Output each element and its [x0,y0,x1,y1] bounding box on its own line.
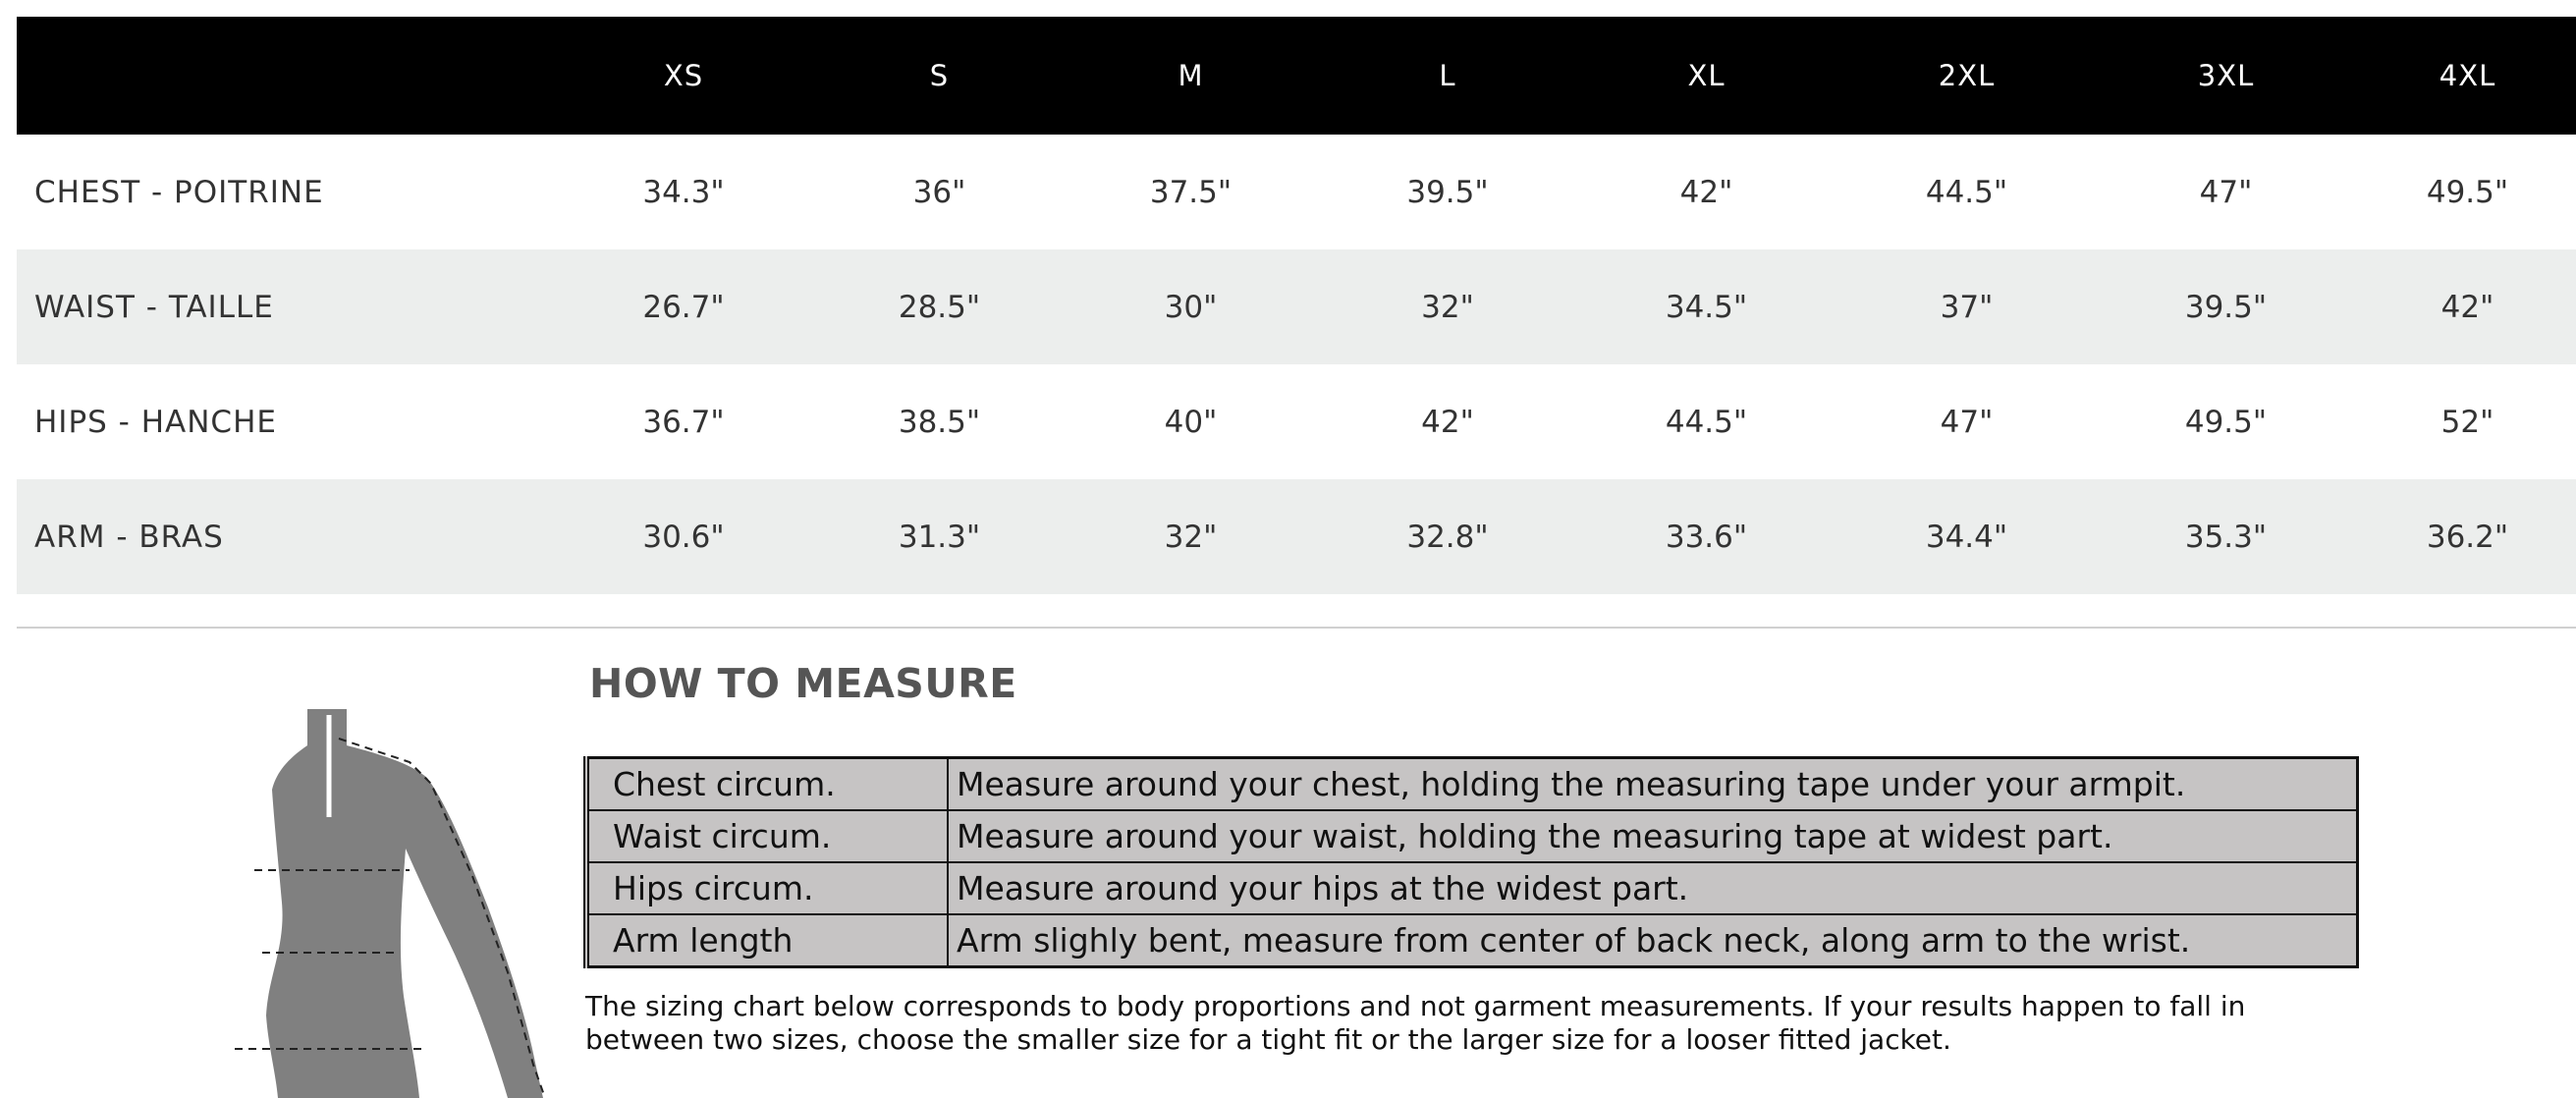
value-cell: 44.5" [1925,174,2008,210]
measurement-row-chest [17,135,2576,249]
row-label: HIPS - HANCHE [34,404,277,440]
size-header-row [17,17,2576,135]
value-cell: 42" [1421,404,1474,440]
size-header-cell: XL [1687,59,1726,92]
value-cell: 49.5" [2184,404,2268,440]
value-cell: 33.6" [1665,519,1748,555]
how-to-measure-title: HOW TO MEASURE [589,660,1017,707]
value-cell: 26.7" [642,289,725,325]
value-cell: 37.5" [1149,174,1233,210]
header-blank-cell [17,17,547,135]
measure-row-chest [586,758,2358,811]
sizing-note: The sizing chart below corresponds to body proportions and not garment measurements. If your results happen to fall in between two sizes, choose the smaller size for a tight fit or the larger size for a looser fitted jacket. [585,990,2246,1056]
value-cell: 49.5" [2426,174,2509,210]
value-cell: 42" [1679,174,1733,210]
value-cell: 35.3" [2184,519,2268,555]
row-label: CHEST - POITRINE [34,174,324,210]
size-header-cell: M [1178,59,1204,92]
value-cell: 52" [2440,404,2494,440]
measure-row-arm [586,914,2358,967]
measure-instruction: Measure around your hips at the widest part. [948,862,2358,914]
section-divider [17,627,2576,629]
size-header-cell: 2XL [1938,59,1996,92]
value-cell: 32" [1421,289,1474,325]
value-cell: 44.5" [1665,404,1748,440]
value-cell: 37" [1940,289,1994,325]
size-header-cell: 4XL [2439,59,2496,92]
value-cell: 30.6" [642,519,725,555]
value-cell: 39.5" [2184,289,2268,325]
measure-label: Arm length [586,914,948,967]
value-cell: 36.7" [642,404,725,440]
measure-instruction: Measure around your chest, holding the measuring tape under your armpit. [948,758,2358,811]
value-cell: 34.3" [642,174,725,210]
value-cell: 47" [1940,404,1994,440]
value-cell: 30" [1164,289,1218,325]
value-cell: 47" [2199,174,2253,210]
size-header-cell: L [1439,59,1456,92]
body-measurement-figure [192,701,565,1098]
measure-label: Hips circum. [586,862,948,914]
torso-silhouette [266,709,543,1098]
measure-instruction: Measure around your waist, holding the measuring tape at widest part. [948,810,2358,862]
measure-label: Chest circum. [586,758,948,811]
value-cell: 34.4" [1925,519,2008,555]
value-cell: 32.8" [1406,519,1489,555]
size-header-cell: XS [663,59,704,92]
measurement-row-arm [17,479,2576,594]
row-label: ARM - BRAS [34,519,224,555]
measurement-row-waist [17,249,2576,364]
value-cell: 38.5" [898,404,981,440]
size-chart-table [17,17,2576,594]
value-cell: 39.5" [1406,174,1489,210]
measure-instruction: Arm slighly bent, measure from center of back neck, along arm to the wrist. [948,914,2358,967]
value-cell: 40" [1164,404,1218,440]
measurement-row-hips [17,364,2576,479]
value-cell: 34.5" [1665,289,1748,325]
value-cell: 28.5" [898,289,981,325]
measure-row-waist [586,810,2358,862]
row-label: WAIST - TAILLE [34,289,274,325]
measure-label: Waist circum. [586,810,948,862]
measure-row-hips [586,862,2358,914]
value-cell: 31.3" [898,519,981,555]
value-cell: 42" [2440,289,2494,325]
size-header-cell: S [929,59,950,92]
value-cell: 32" [1164,519,1218,555]
how-to-measure-table [583,756,2359,968]
value-cell: 36" [912,174,966,210]
value-cell: 36.2" [2426,519,2509,555]
size-header-cell: 3XL [2197,59,2255,92]
